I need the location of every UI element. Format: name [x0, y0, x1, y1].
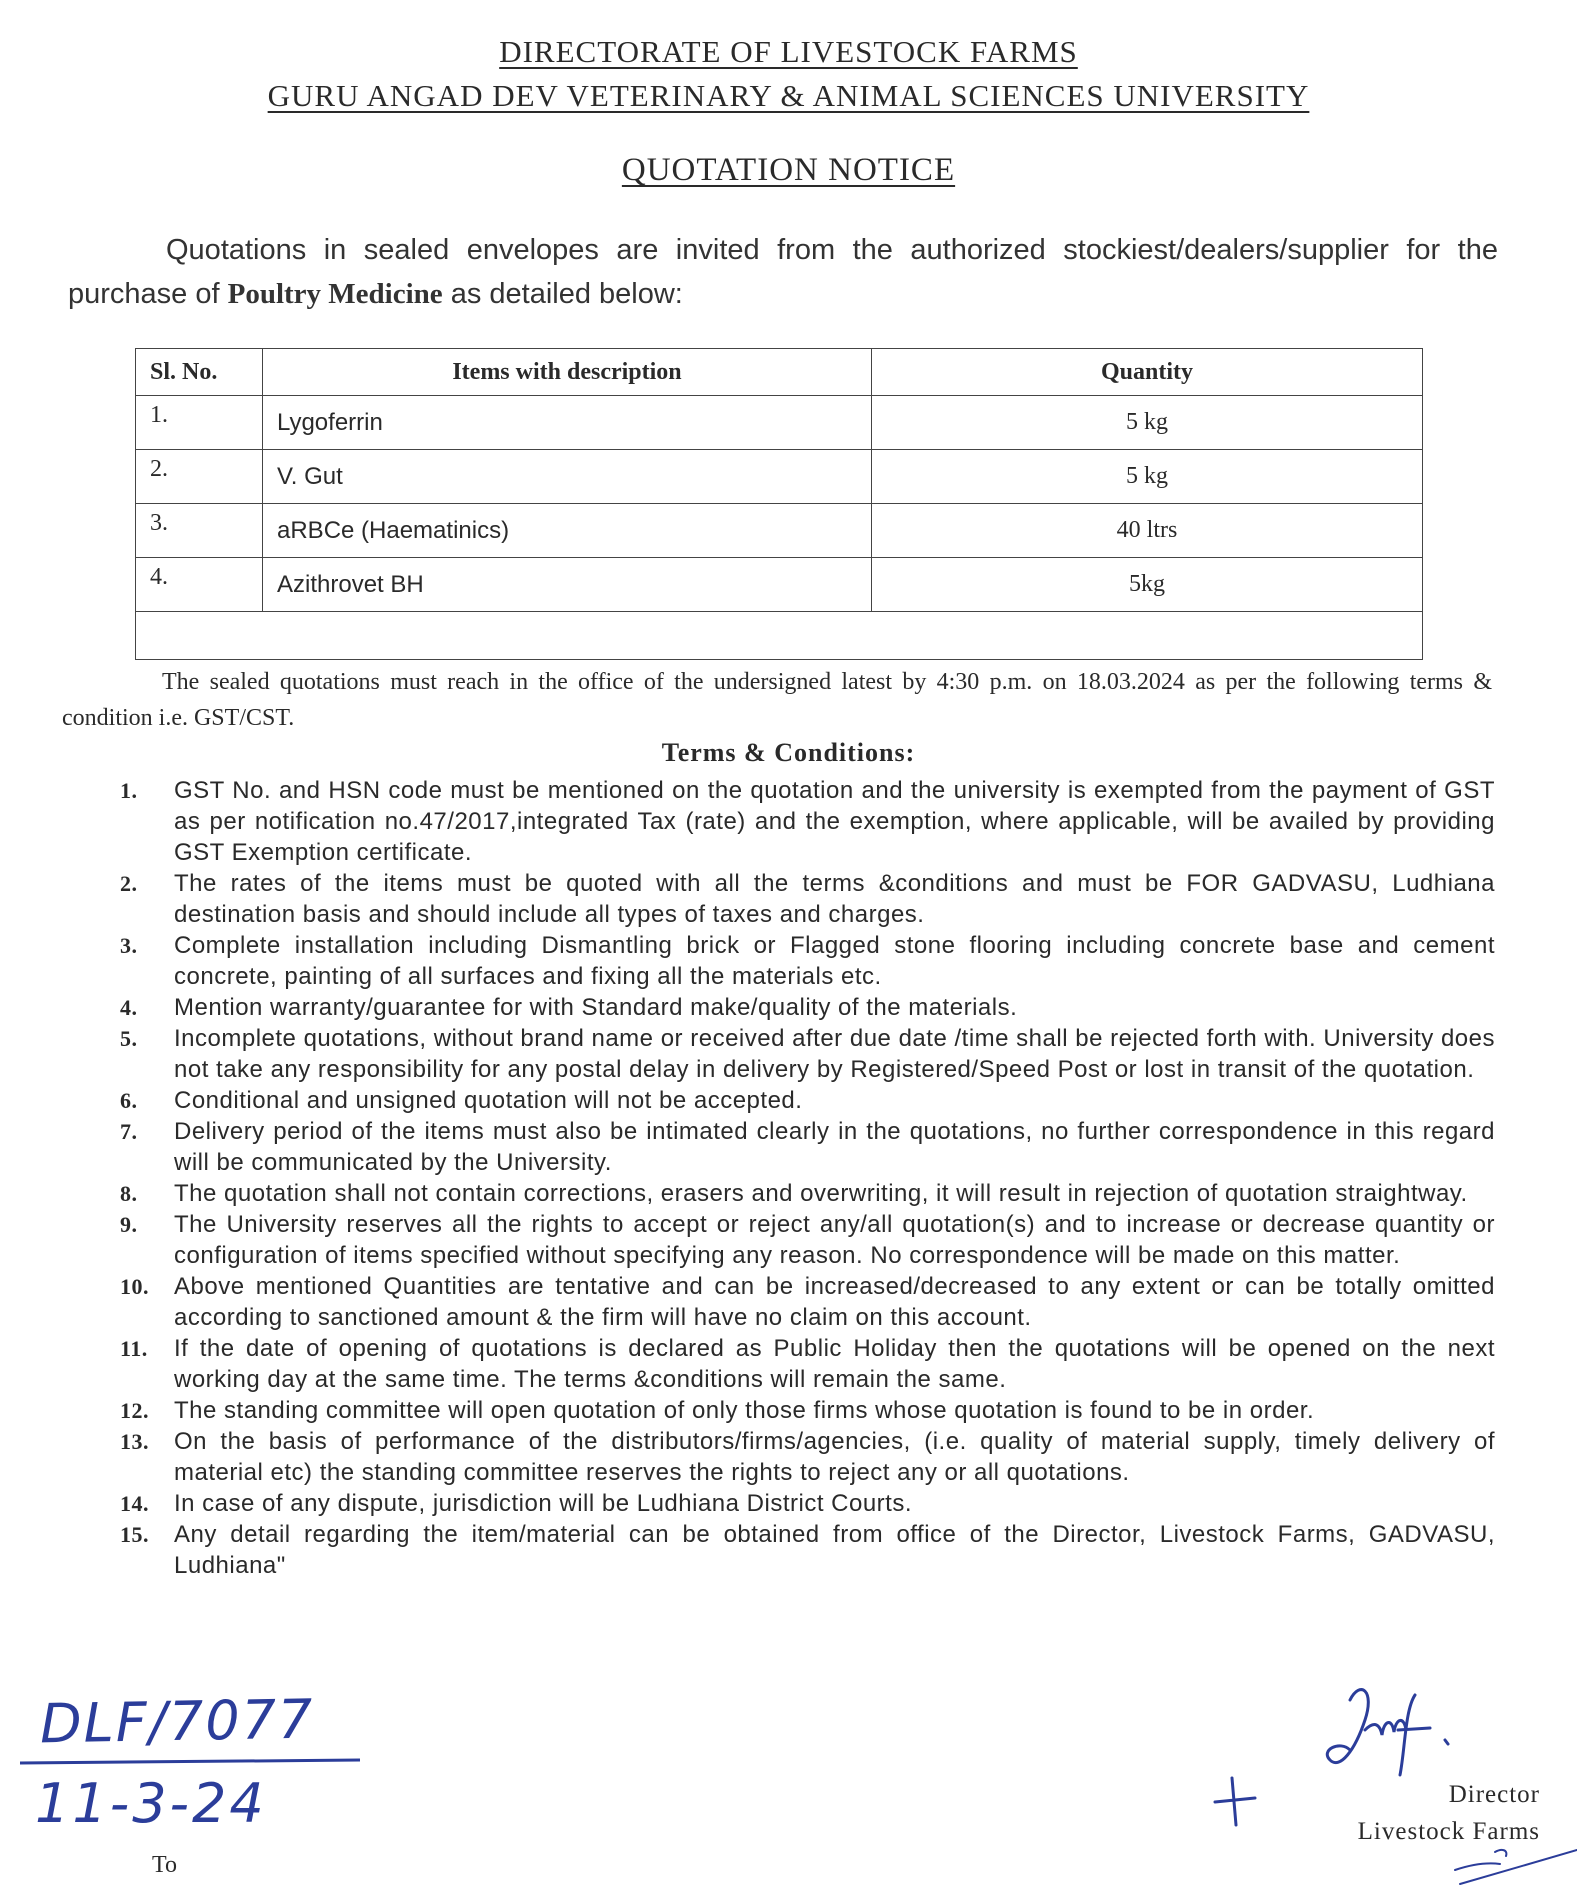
term-number: 11.: [120, 1336, 148, 1361]
term-text: The quotation shall not contain corrections, erasers and overwriting, it will result in rejection of quotation straightway.: [174, 1180, 1468, 1207]
term-text: GST No. and HSN code must be mentioned on the quotation and the university is exempted from the payment of GST as per notification no.47/2017,integrated Tax (rate) and the exemption, where applicable, will be availed by providing GST Exemption certificate.: [174, 777, 1495, 866]
term-number: 13.: [120, 1429, 149, 1454]
term-number: 3.: [120, 933, 138, 958]
signatory-block: [1300, 1776, 1540, 1850]
col-header-quantity: Quantity: [872, 349, 1423, 396]
term-text: The rates of the items must be quoted with all the terms &conditions and must be FOR GADVASU, Ludhiana destination basis and should include all types of taxes and charges.: [174, 870, 1495, 928]
cell-sl: 1.: [136, 396, 263, 450]
term-number: 2.: [120, 871, 138, 896]
term-number: 8.: [120, 1181, 138, 1206]
deadline-paragraph: The sealed quotations must reach in the office of the undersigned latest by 4:30 p.m. on 18.03.2024 as per the following terms & condition i.e. GST/CST.: [62, 669, 1492, 731]
signatory-designation: Director: [1448, 1781, 1540, 1808]
cell-sl: 4.: [136, 558, 263, 612]
cell-quantity: 5 kg: [872, 396, 1423, 450]
handwritten-underline: [20, 1759, 360, 1765]
list-item: [120, 992, 1495, 1023]
term-number: 15.: [120, 1522, 149, 1547]
table-row: [136, 558, 1423, 612]
term-text: Above mentioned Quantities are tentative and can be increased/decreased to any extent or can be totally omitted according to sanctioned amount & the firm will have no claim on this account.: [174, 1273, 1495, 1331]
list-item: [120, 1178, 1495, 1209]
term-text: Conditional and unsigned quotation will not be accepted.: [174, 1087, 803, 1114]
signatory-office: Livestock Farms: [1357, 1818, 1540, 1845]
list-item: [120, 868, 1495, 930]
table-header-row: [136, 349, 1423, 396]
term-text: Incomplete quotations, without brand name or received after due date /time shall be rejected forth with. University does not take any responsibility for any postal delay in delivery by Registered/Speed Post or lost in transit of the quotation.: [174, 1025, 1495, 1083]
list-item: [120, 930, 1495, 992]
list-item: [120, 775, 1495, 868]
terms-list: [120, 775, 1495, 1581]
col-header-sl: Sl. No.: [136, 349, 263, 396]
list-item: [120, 1488, 1495, 1519]
list-item: [120, 1519, 1495, 1581]
table-row: [136, 450, 1423, 504]
cross-mark-icon: [1210, 1770, 1260, 1830]
list-item: [120, 1209, 1495, 1271]
handwritten-reference: [20, 1687, 380, 1840]
term-number: 10.: [120, 1274, 149, 1299]
intro-highlight: Poultry Medicine: [227, 278, 443, 310]
term-text: Any detail regarding the item/material can be obtained from office of the Director, Livestock Farms, GADVASU, Ludhiana": [174, 1521, 1495, 1579]
header-university: GURU ANGAD DEV VETERINARY & ANIMAL SCIENCES UNIVERSITY: [267, 78, 1310, 113]
col-header-item: Items with description: [263, 349, 872, 396]
handwritten-ref-number: DLF/7077: [39, 1687, 315, 1756]
cell-quantity: 40 ltrs: [872, 504, 1423, 558]
term-text: If the date of opening of quotations is declared as Public Holiday then the quotations will be opened on the next working day at the same time. The terms &conditions will remain the same.: [174, 1335, 1495, 1393]
term-text: In case of any dispute, jurisdiction will be Ludhiana District Courts.: [174, 1490, 913, 1517]
empty-cell: [136, 612, 1423, 660]
table-row: [136, 396, 1423, 450]
cell-sl: 2.: [136, 450, 263, 504]
list-item: [120, 1271, 1495, 1333]
cell-quantity: 5kg: [872, 558, 1423, 612]
table-row: [136, 504, 1423, 558]
signature-icon: [1320, 1680, 1500, 1790]
list-item: [120, 1085, 1495, 1116]
term-number: 5.: [120, 1026, 138, 1051]
list-item: [120, 1023, 1495, 1085]
cell-sl: 3.: [136, 504, 263, 558]
intro-text: Quotations in sealed envelopes are invited from the authorized stockiest/dealers/supplier for the purchase of: [68, 234, 1498, 310]
cell-item: aRBCe (Haematinics): [263, 504, 872, 558]
cell-quantity: 5 kg: [872, 450, 1423, 504]
handwritten-date: 11-3-24: [35, 1772, 267, 1835]
notice-title: QUOTATION NOTICE: [621, 152, 956, 188]
list-item: [120, 1426, 1495, 1488]
header-directorate: DIRECTORATE OF LIVESTOCK FARMS: [499, 34, 1078, 69]
items-table: [135, 348, 1423, 660]
cell-item: Azithrovet BH: [263, 558, 872, 612]
term-text: On the basis of performance of the distributors/firms/agencies, (i.e. quality of material supply, timely delivery of material etc) the standing committee reserves the rights to reject any or all quotations.: [174, 1428, 1495, 1486]
term-text: The standing committee will open quotation of only those firms whose quotation is found to be in order.: [174, 1397, 1315, 1424]
cell-item: V. Gut: [263, 450, 872, 504]
intro-text-end: as detailed below:: [442, 278, 683, 310]
term-number: 14.: [120, 1491, 149, 1516]
term-text: Delivery period of the items must also be intimated clearly in the quotations, no further correspondence in this regard will be communicated by the University.: [174, 1118, 1495, 1176]
terms-title: Terms & Conditions:: [661, 738, 916, 767]
term-number: 12.: [120, 1398, 149, 1423]
term-number: 6.: [120, 1088, 138, 1113]
list-item: [120, 1116, 1495, 1178]
list-item: [120, 1333, 1495, 1395]
term-number: 1.: [120, 778, 138, 803]
term-text: Mention warranty/guarantee for with Standard make/quality of the materials.: [174, 994, 1018, 1021]
table-row-empty: [136, 612, 1423, 660]
term-number: 4.: [120, 995, 138, 1020]
term-text: The University reserves all the rights to accept or reject any/all quotation(s) and to increase or decrease quantity or configuration of items specified without specifying any reason. No correspondence will be made on this matter.: [174, 1211, 1495, 1269]
term-text: Complete installation including Dismantling brick or Flagged stone flooring including concrete base and cement concrete, painting of all surfaces and fixing all the materials etc.: [174, 932, 1495, 990]
term-number: 7.: [120, 1119, 138, 1144]
term-number: 9.: [120, 1212, 138, 1237]
pen-stroke-icon: [1440, 1840, 1577, 1887]
intro-paragraph: [68, 228, 1498, 316]
to-label: To: [152, 1852, 177, 1878]
list-item: [120, 1395, 1495, 1426]
cell-item: Lygoferrin: [263, 396, 872, 450]
